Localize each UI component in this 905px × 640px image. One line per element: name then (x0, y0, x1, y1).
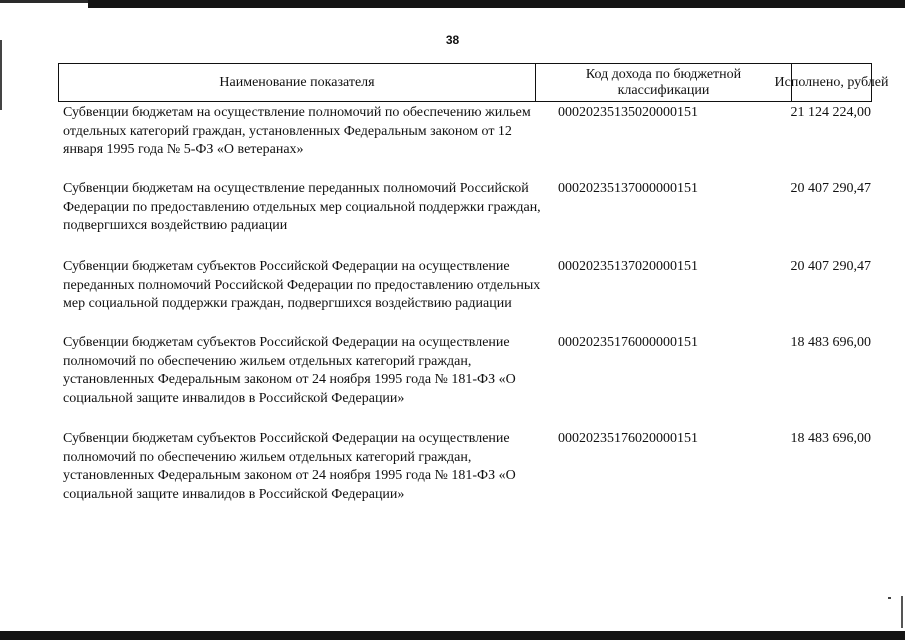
row-name: Субвенции бюджетам субъектов Российской Федерации на осуществление полномочий по обеспечению жильем отдельных категорий граждан, установленных Федеральным законом от 24 ноября 1995 года № 181-ФЗ «О социальной защите инвалидов в Российской Федерации» (63, 431, 516, 502)
row-amount: 18 483 696,00 (790, 431, 871, 446)
row-name: Субвенции бюджетам субъектов Российской Федерации на осуществление переданных полномочий Российской Федерации по предоставлению отдельных мер социальной поддержки граждан, подвергшихся воздействию радиации (63, 259, 541, 311)
row-amount: 21 124 224,00 (790, 105, 871, 120)
row-amount: 20 407 290,47 (790, 181, 871, 196)
scan-edge-right (901, 596, 903, 628)
row-name: Субвенции бюджетам на осуществление переданных полномочий Российской Федерации по предоставлению отдельных мер социальной поддержки граждан, подвергшихся воздействию радиации (63, 181, 541, 233)
row-amount: 18 483 696,00 (790, 335, 871, 350)
row-code: 00020235176000000151 (558, 335, 698, 350)
row-name: Субвенции бюджетам на осуществление полномочий по обеспечению жильем отдельных категорий граждан, установленных Федеральным законом от 12 января 1995 года № 5-ФЗ «О ветеранах» (63, 105, 531, 157)
page-number: 38 (445, 33, 460, 47)
row-code: 00020235176020000151 (558, 431, 698, 446)
row-name: Субвенции бюджетам субъектов Российской Федерации на осуществление полномочий по обеспечению жильем отдельных категорий граждан, установленных Федеральным законом от 24 ноября 1995 года № 181-ФЗ «О социальной защите инвалидов в Российской Федерации» (63, 335, 516, 406)
scan-edge-top (88, 0, 905, 8)
row-code: 00020235137000000151 (558, 181, 698, 196)
column-header-name: Наименование показателя (219, 74, 375, 90)
scan-edge-top-left (0, 0, 90, 3)
row-code: 00020235137020000151 (558, 259, 698, 274)
table-header (58, 63, 889, 102)
row-code: 00020235135020000151 (558, 105, 698, 120)
scan-speck (888, 597, 891, 599)
row-amount: 20 407 290,47 (790, 259, 871, 274)
column-header-amount: Исполнено, рублей (774, 74, 889, 90)
scan-edge-bottom (0, 631, 905, 640)
column-header-code: Код дохода по бюджетной классификации (585, 66, 742, 98)
scan-edge-left (0, 40, 2, 110)
